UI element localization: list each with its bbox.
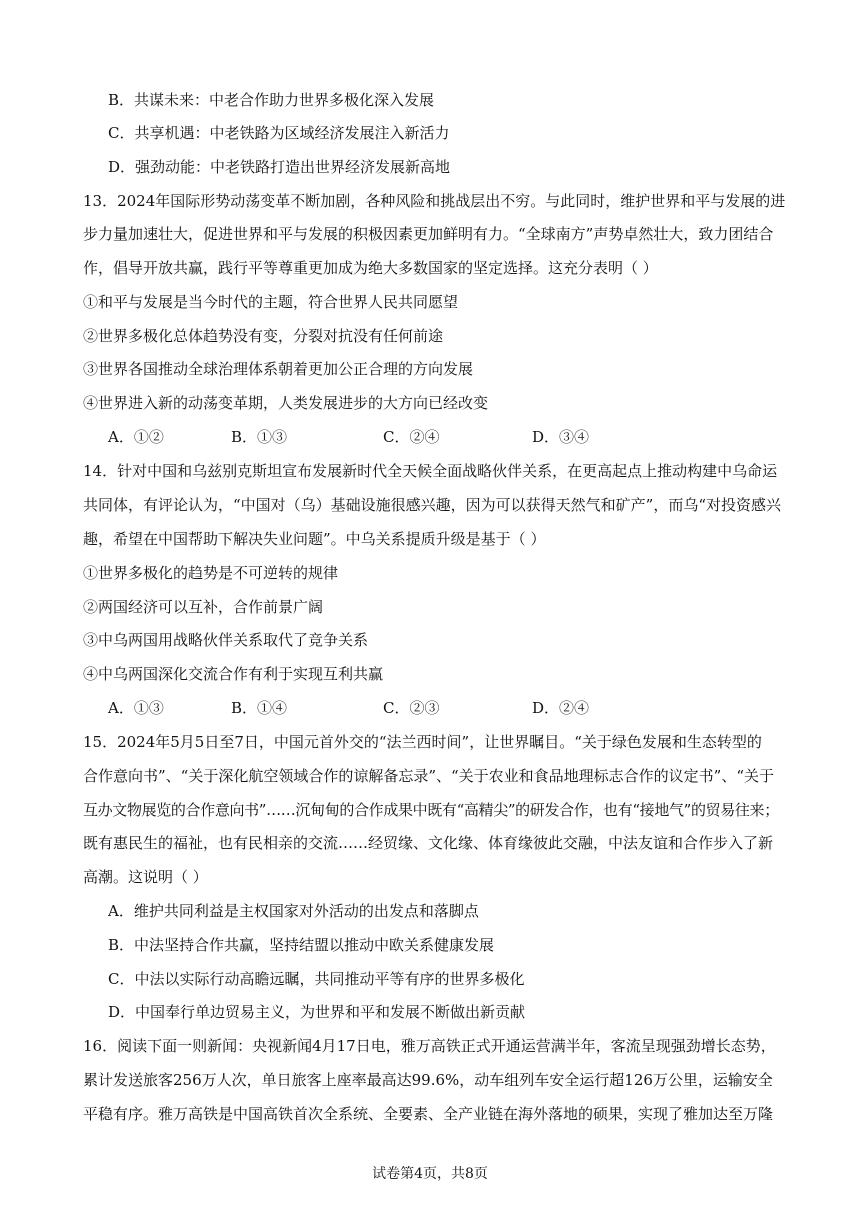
q14-choice-a: A．①③ <box>108 699 164 717</box>
q15-stem-line-1: 15．2024年5月5日至7日，中国元首外交的“法兰西时间”，让世界瞩目。“关于绿色发展和生态转型的 <box>83 733 762 751</box>
q13-choice-c: C．②④ <box>383 428 440 446</box>
q14-stem-line-3: 趣，希望在中国帮助下解决失业问题”。中乌关系提质升级是基于（ ） <box>83 530 546 548</box>
q14-stem-line-2: 共同体，有评论认为，“中国对（乌）基础设施很感兴趣，因为可以获得天然气和矿产”，而乌“对投资感兴 <box>83 496 782 514</box>
q13-stem-line-2: 步力量加速壮大，促进世界和平与发展的积极因素更加鲜明有力。“全球南方”声势卓然壮大，致力团结合 <box>83 225 774 243</box>
q15-option-b: B．中法坚持合作共赢，坚持结盟以推动中欧关系健康发展 <box>108 936 495 954</box>
q12-option-d: D．强劲动能：中老铁路打造出世界经济发展新高地 <box>108 158 451 176</box>
q14-choice-c: C．②③ <box>383 699 440 717</box>
q13-choice-d: D．③④ <box>532 428 590 446</box>
q13-item-1: ①和平与发展是当今时代的主题，符合世界人民共同愿望 <box>83 293 459 311</box>
q15-stem-line-3: 互办文物展览的合作意向书”……沉甸甸的合作成果中既有“高精尖”的研发合作，也有“接地气”的贸易往来； <box>83 801 779 819</box>
q15-option-a: A．维护共同利益是主权国家对外活动的出发点和落脚点 <box>108 902 479 920</box>
q14-item-1: ①世界多极化的趋势是不可逆转的规律 <box>83 564 339 582</box>
q15-option-d: D．中国奉行单边贸易主义，为世界和平和发展不断做出新贡献 <box>108 1003 526 1021</box>
q14-stem-line-1: 14．针对中国和乌兹别克斯坦宣布发展新时代全天候全面战略伙伴关系，在更高起点上推动构建中乌命运 <box>83 462 778 480</box>
q13-item-4: ④世界进入新的动荡变革期，人类发展进步的大方向已经改变 <box>83 394 489 412</box>
q16-stem-line-2: 累计发送旅客256万人次，单日旅客上座率最高达99.6%，动车组列车安全运行超126万公里，运输安全 <box>83 1071 773 1089</box>
q14-item-3: ③中乌两国用战略伙伴关系取代了竞争关系 <box>83 631 369 649</box>
q16-stem-line-3: 平稳有序。雅万高铁是中国高铁首次全系统、全要素、全产业链在海外落地的硕果，实现了雅加达至万隆 <box>83 1105 774 1123</box>
q13-stem-line-3: 作，倡导开放共赢，践行平等尊重更加成为绝大多数国家的坚定选择。这充分表明（ ） <box>83 259 658 277</box>
q13-item-3: ③世界各国推动全球治理体系朝着更加公正合理的方向发展 <box>83 360 474 378</box>
q15-option-c: C．中法以实际行动高瞻远瞩，共同推动平等有序的世界多极化 <box>108 970 525 988</box>
q15-stem-line-4: 既有惠民生的福祉，也有民相亲的交流……经贸缘、文化缘、体育缘彼此交融，中法友谊和合作步入了新 <box>83 834 774 852</box>
q13-item-2: ②世界多极化总体趋势没有变，分裂对抗没有任何前途 <box>83 327 444 345</box>
q16-stem-line-1: 16．阅读下面一则新闻：央视新闻4月17日电，雅万高铁正式开通运营满半年，客流呈现强劲增长态势， <box>83 1037 776 1055</box>
q13-choice-a: A．①② <box>108 428 164 446</box>
q14-item-2: ②两国经济可以互补，合作前景广阔 <box>83 598 324 616</box>
q13-stem-line-1: 13．2024年国际形势动荡变革不断加剧，各种风险和挑战层出不穷。与此同时，维护世界和平与发展的进 <box>83 192 786 210</box>
q15-stem-line-2: 合作意向书”、“关于深化航空领域合作的谅解备忘录”、“关于农业和食品地理标志合作的议定书”、“关于 <box>83 767 775 785</box>
q14-choice-d: D．②④ <box>532 699 590 717</box>
q14-choice-b: B．①④ <box>231 699 288 717</box>
page-footer: 试卷第4页，共8页 <box>372 1166 488 1182</box>
q13-choice-b: B．①③ <box>231 428 288 446</box>
q12-option-c: C．共享机遇：中老铁路为区域经济发展注入新活力 <box>108 124 450 142</box>
q12-option-b: B．共谋未来：中老合作助力世界多极化深入发展 <box>108 91 435 109</box>
q15-stem-line-5: 高潮。这说明（ ） <box>83 868 208 886</box>
q14-item-4: ④中乌两国深化交流合作有利于实现互利共赢 <box>83 665 384 683</box>
